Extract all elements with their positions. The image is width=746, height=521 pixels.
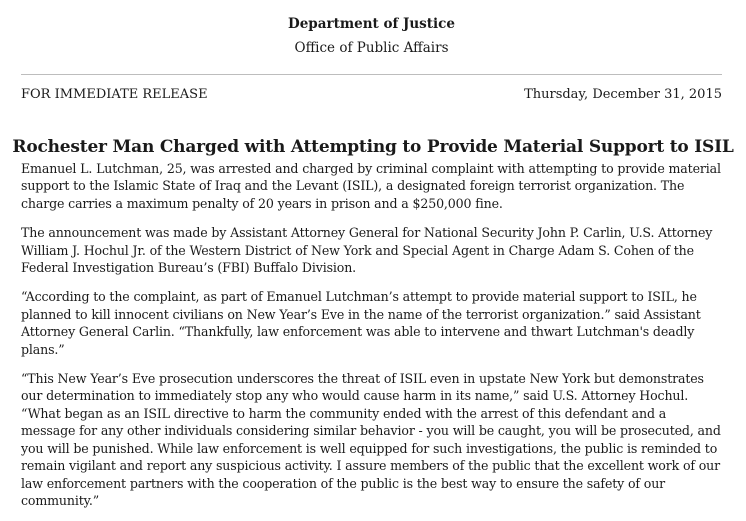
release-label: FOR IMMEDIATE RELEASE — [21, 87, 208, 102]
press-release-title: Rochester Man Charged with Attempting to Provide Material Support to ISIL — [12, 137, 734, 158]
office-name: Office of Public Affairs — [294, 40, 449, 56]
article-paragraph: “This New Year’s Eve prosecution underscores the threat of ISIL even in upstate New York but demonstrates our determination to immediately stop any who would cause harm in its name,” said U.S. Attorney Hochul. “What began as an ISIL directive to harm the community ended with the arrest of this defendant and a message for any other individuals considering similar behavior - you will be caught, you will be prosecuted, and you will be punished. While law enforcement is well equipped for such investigations, the public is reminded to remain vigilant and report any suspicious activity. I assure members of the public that the excellent work of our law enforcement partners with the cooperation of the public is the best way to ensure the safety of our community.” — [21, 371, 721, 508]
article-paragraph: Emanuel L. Lutchman, 25, was arrested and charged by criminal complaint with attempting to provide material support to the Islamic State of Iraq and the Levant (ISIL), a designated foreign terrorist organization. The charge carries a maximum penalty of 20 years in prison and a $250,000 fine. — [21, 161, 721, 211]
release-info — [21, 86, 722, 104]
article-body — [21, 160, 722, 521]
agency-name: Department of Justice — [288, 16, 455, 32]
header-divider — [21, 74, 722, 75]
article-paragraph: “According to the complaint, as part of Emanuel Lutchman’s attempt to provide material support to ISIL, he planned to kill innocent civilians on New Year’s Eve in the name of the terrorist organization.” said Assistant Attorney General Carlin. “Thankfully, law enforcement was able to intervene and thwart Lutchman's deadly plans.” — [21, 289, 701, 357]
release-date: Thursday, December 31, 2015 — [524, 87, 722, 102]
article-paragraph: The announcement was made by Assistant Attorney General for National Security John P. Carlin, U.S. Attorney William J. Hochul Jr. of the Western District of New York and Special Agent in Charge Adam S. Cohen of the Federal Investigation Bureau’s (FBI) Buffalo Division. — [21, 225, 713, 276]
